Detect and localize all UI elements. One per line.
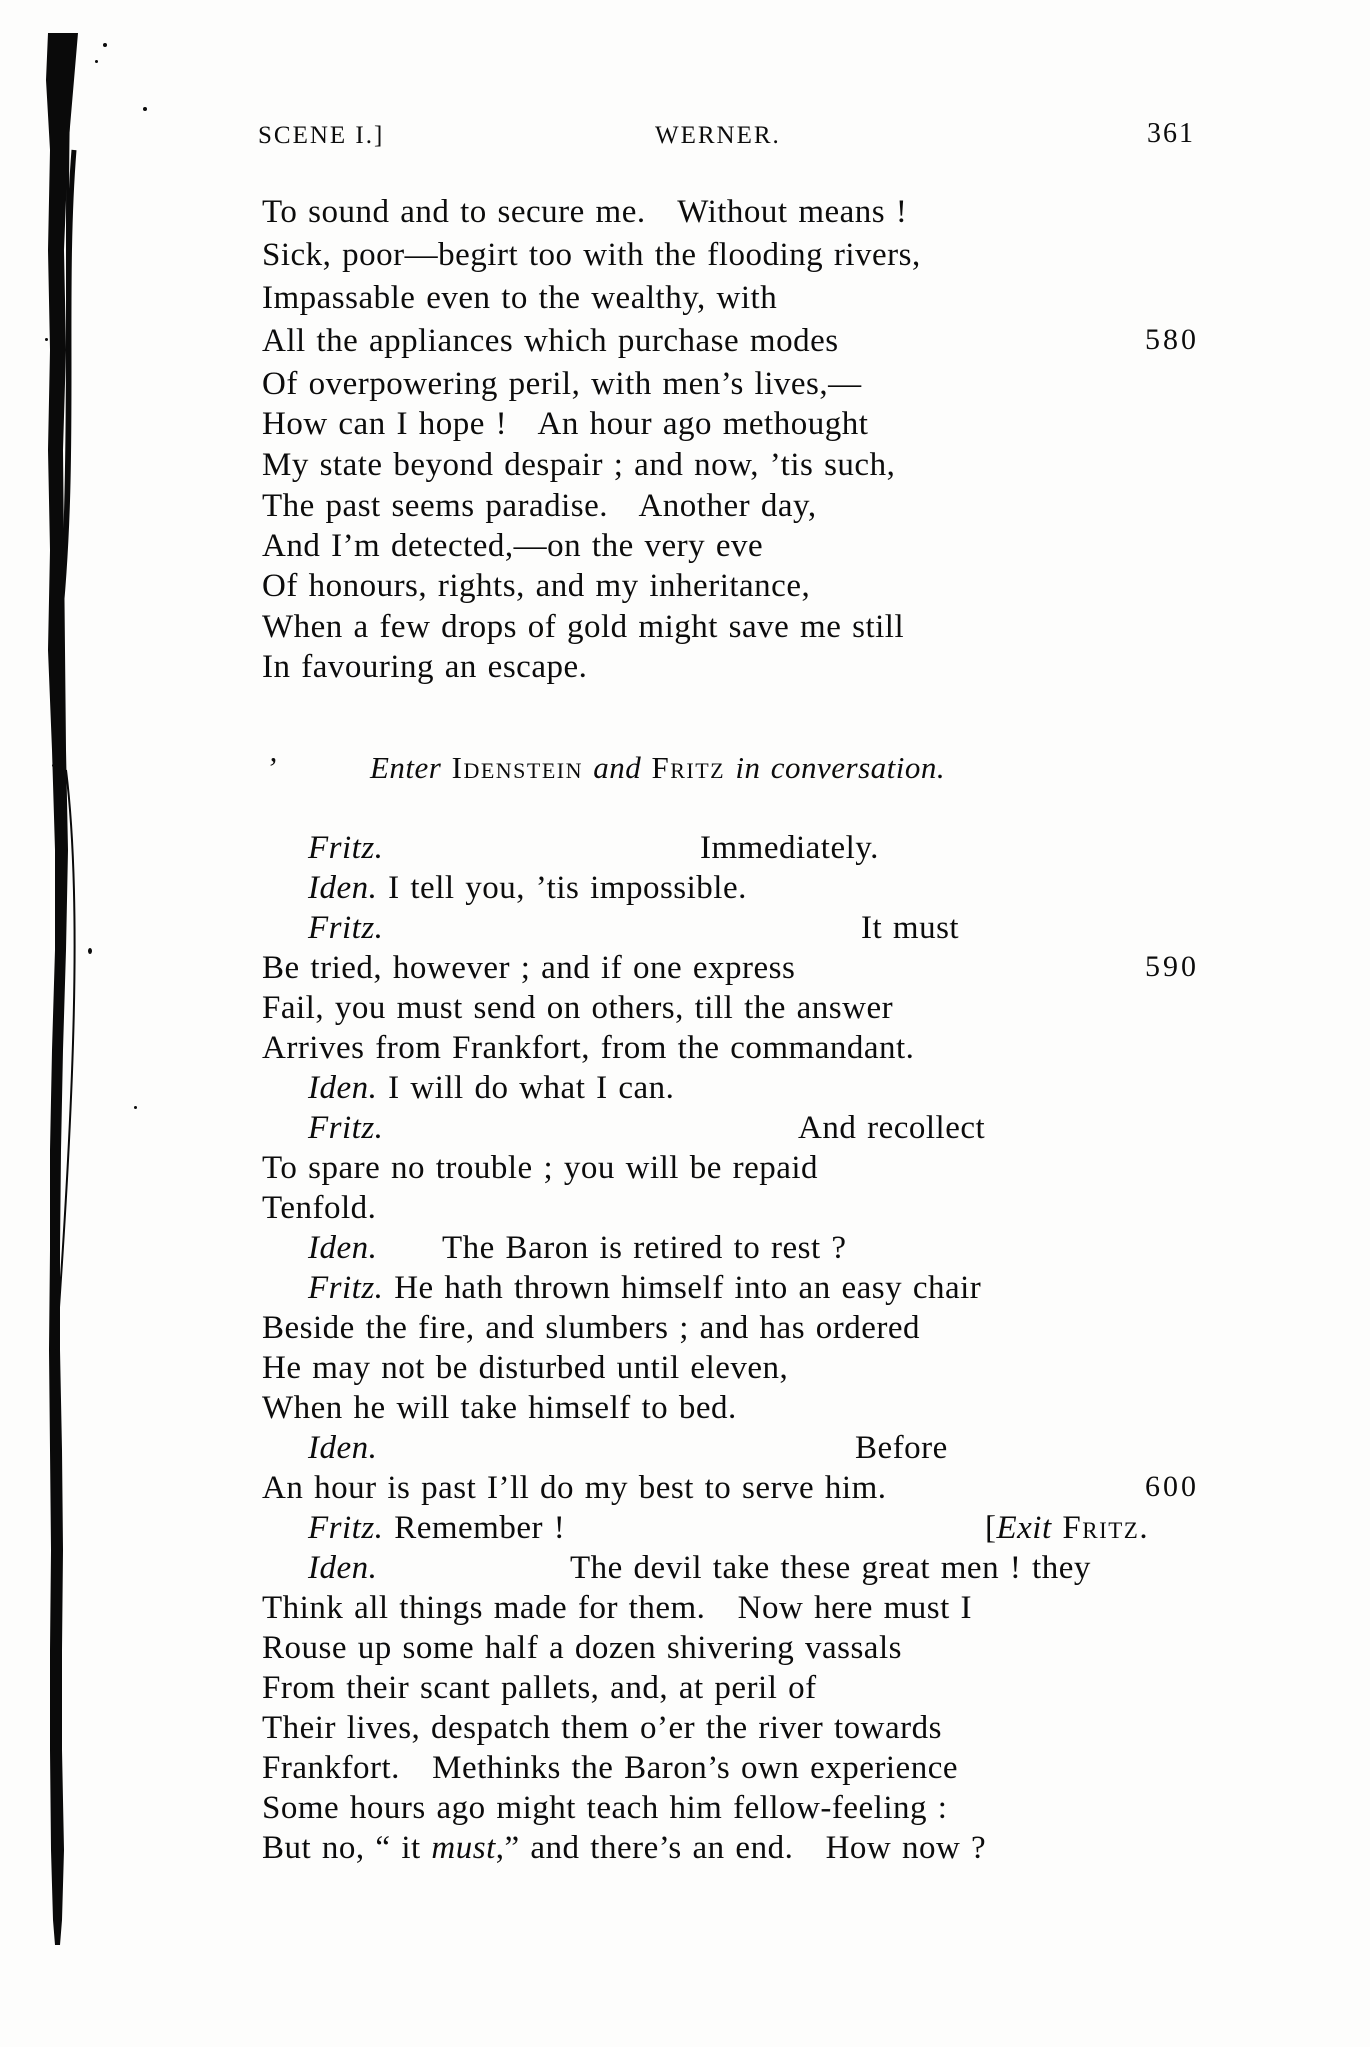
hemistich-text: [570, 1550, 1091, 1588]
text-run: And recollect: [798, 1110, 986, 1146]
italic-text: Iden.: [308, 1550, 378, 1586]
text-run: The Baron is retired to rest ?: [442, 1230, 847, 1266]
text-line: [0, 406, 1370, 448]
text-run: Some hours ago might teach him fellow-feeling :: [262, 1790, 948, 1826]
text-line: [0, 649, 1370, 691]
text-run: Sick, poor—begirt too with the flooding rivers,: [262, 237, 921, 273]
text-run: Their lives, despatch them o’er the river towards: [262, 1710, 942, 1746]
italic-text: Fritz.: [308, 830, 384, 866]
text-run: It must: [861, 910, 960, 946]
italic-text: in conversation.: [725, 750, 946, 785]
text-run: My state beyond despair ; and now, ’tis such,: [262, 447, 896, 483]
text-line: [0, 1110, 1370, 1152]
text-run: I will do what I can.: [377, 1070, 675, 1106]
text-run: He may not be disturbed until eleven,: [262, 1350, 789, 1386]
hemistich-text: [442, 1230, 847, 1268]
ink-speck: [143, 107, 147, 111]
hemistich-text: [266, 750, 277, 786]
text-run: I tell you, ’tis impossible.: [377, 870, 747, 906]
text-run: Arrives from Frankfort, from the commandant.: [262, 1030, 915, 1066]
text-run: [: [985, 1510, 997, 1546]
text-line: [0, 950, 1370, 992]
text-line: [0, 1230, 1370, 1272]
text-run: Of honours, rights, and my inheritance,: [262, 568, 811, 604]
text-line: [0, 1790, 1370, 1832]
text-line: [0, 1070, 1370, 1112]
text-run: The past seems paradise. Another day,: [262, 488, 817, 524]
text-line: [0, 1830, 1370, 1872]
text-run: But no, “ it: [262, 1830, 432, 1866]
text-line: [0, 1470, 1370, 1512]
stage-direction: [0, 750, 1370, 792]
text-run: All the appliances which purchase modes: [262, 323, 839, 359]
text-run: When a few drops of gold might save me still: [262, 609, 905, 645]
text-line: [0, 1670, 1370, 1712]
text-line: [0, 366, 1370, 408]
running-title: WERNER.: [655, 122, 781, 149]
italic-text: Fritz.: [308, 1110, 384, 1146]
page-number: 361: [1147, 118, 1195, 149]
italic-text: Iden.: [308, 1070, 378, 1106]
text-run: Of overpowering peril, with men’s lives,—: [262, 366, 862, 402]
text-run: Remember !: [383, 1510, 566, 1546]
text-run: ,” and there’s an end. How now ?: [495, 1830, 987, 1866]
text-line: [0, 1510, 1370, 1552]
italic-text: Fritz.: [308, 910, 384, 946]
text-line: [0, 528, 1370, 570]
text-run: To spare no trouble ; you will be repaid: [262, 1150, 819, 1186]
text-line: [0, 237, 1370, 279]
italic-text: ’: [266, 750, 277, 785]
text-run: In favouring an escape.: [262, 649, 588, 685]
text-line: [0, 1550, 1370, 1592]
verse-line-number: 600: [1145, 1470, 1199, 1503]
ink-speck: [95, 60, 98, 63]
text-line: [0, 910, 1370, 952]
hemistich-text: [855, 1430, 948, 1468]
text-line: [0, 568, 1370, 610]
text-line: [0, 447, 1370, 489]
italic-text: Fritz.: [308, 1510, 384, 1546]
text-run: Immediately.: [700, 830, 879, 866]
text-line: [0, 1270, 1370, 1312]
text-run: Impassable even to the wealthy, with: [262, 280, 778, 316]
italic-text: must: [431, 1830, 496, 1866]
text-run: Be tried, however ; and if one express: [262, 950, 796, 986]
hemistich-text: [700, 830, 879, 868]
text-line: [0, 323, 1370, 365]
italic-text: Iden.: [308, 1430, 378, 1466]
text-run: Tenfold.: [262, 1190, 377, 1226]
hemistich-text: [798, 1110, 985, 1148]
text-run: How can I hope ! An hour ago methought: [262, 406, 869, 442]
text-line: [0, 1310, 1370, 1352]
scene-label: SCENE I.]: [258, 122, 385, 149]
text-run: When he will take himself to bed.: [262, 1390, 737, 1426]
italic-text: Iden.: [308, 870, 378, 906]
text-line: [0, 1190, 1370, 1232]
text-run: To sound and to secure me. Without means !: [262, 194, 908, 230]
italic-text: Iden.: [308, 1230, 378, 1266]
verse-line-number: 590: [1145, 950, 1199, 983]
text-line: [0, 830, 1370, 872]
text-line: [0, 488, 1370, 530]
text-line: [0, 1430, 1370, 1472]
text-line: [0, 1590, 1370, 1632]
italic-text: and: [583, 750, 652, 785]
character-name: Fritz.: [1062, 1510, 1150, 1546]
text-line: [0, 1350, 1370, 1392]
text-run: From their scant pallets, and, at peril of: [262, 1670, 817, 1706]
text-line: [0, 1030, 1370, 1072]
text-line: [0, 1150, 1370, 1192]
verse-line-number: 580: [1145, 323, 1199, 356]
text-run: Fail, you must send on others, till the answer: [262, 990, 894, 1026]
text-line: [0, 609, 1370, 651]
text-line: [0, 1630, 1370, 1672]
text-run: Think all things made for them. Now here must I: [262, 1590, 973, 1626]
text-line: [0, 1710, 1370, 1752]
text-run: And I’m detected,—on the very eve: [262, 528, 764, 564]
text-line: [0, 1750, 1370, 1792]
text-run: The devil take these great men ! they: [570, 1550, 1091, 1586]
text-line: [0, 194, 1370, 236]
text-run: An hour is past I’ll do my best to serve him.: [262, 1470, 887, 1506]
character-name: Fritz: [651, 750, 726, 785]
text-line: [0, 280, 1370, 322]
text-run: Rouse up some half a dozen shivering vassals: [262, 1630, 902, 1666]
character-name: Idenstein: [451, 750, 583, 785]
text-run: Frankfort. Methinks the Baron’s own experience: [262, 1750, 959, 1786]
text-line: [0, 1390, 1370, 1432]
text-run: Beside the fire, and slumbers ; and has ordered: [262, 1310, 921, 1346]
hemistich-text: [985, 1510, 1149, 1548]
text-line: [0, 990, 1370, 1032]
text-run: He hath thrown himself into an easy chair: [383, 1270, 982, 1306]
text-line: [0, 870, 1370, 912]
hemistich-text: [861, 910, 959, 948]
italic-text: Fritz.: [308, 1270, 384, 1306]
italic-text: Exit: [996, 1510, 1063, 1546]
italic-text: Enter: [370, 750, 452, 785]
text-run: Before: [855, 1430, 948, 1466]
ink-speck: [103, 43, 107, 47]
